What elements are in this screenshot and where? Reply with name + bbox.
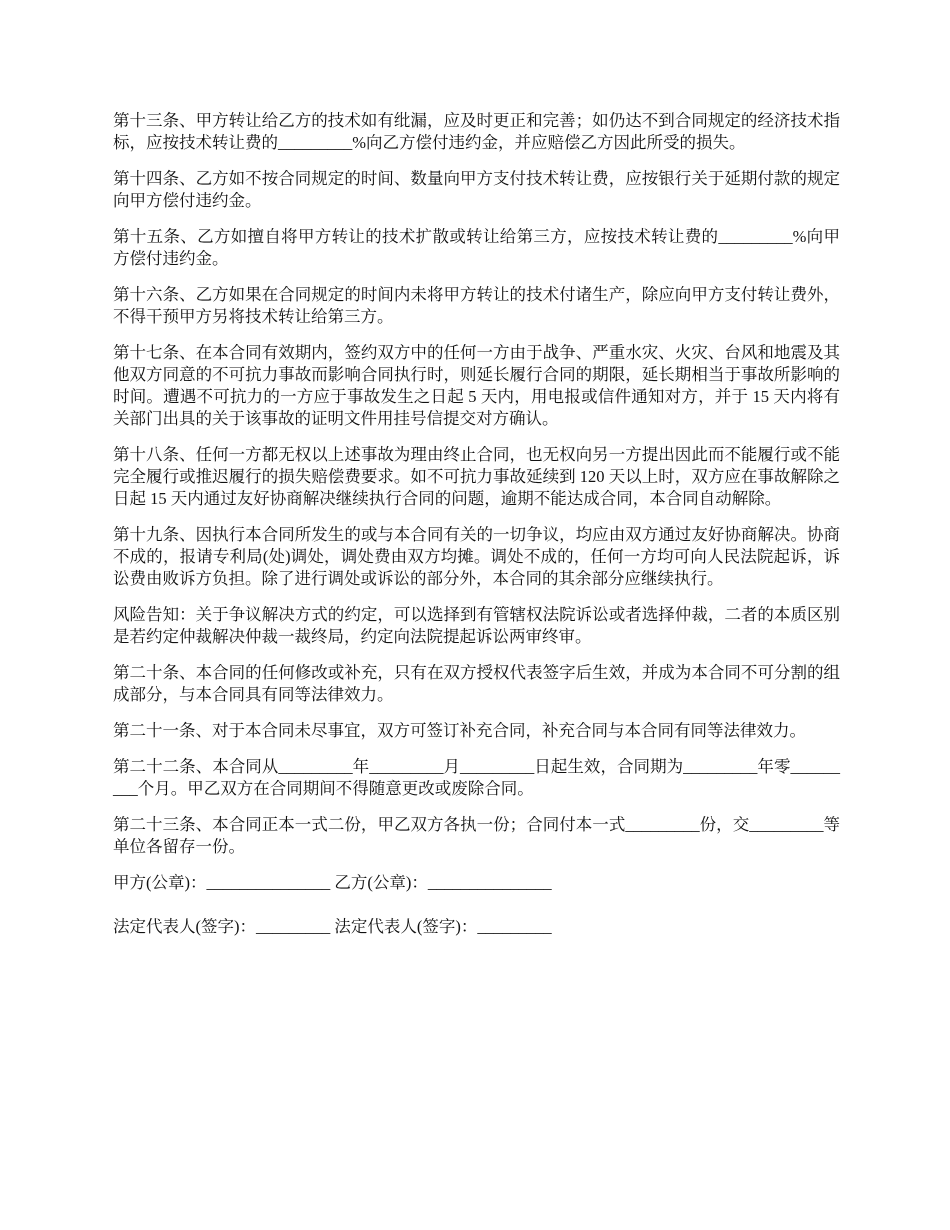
clause-13: 第十三条、甲方转让给乙方的技术如有纰漏，应及时更正和完善；如仍达不到合同规定的经济技术指标，应按技术转让费的_________%向乙方偿付违约金，并应赔偿乙方因此所受的损失。 <box>113 111 840 152</box>
clause-19: 第十九条、因执行本合同所发生的或与本合同有关的一切争议，均应由双方通过友好协商解决。协商不成的，报请专利局(处)调处，调处费由双方均摊。调处不成的，任何一方均可向人民法院起诉，诉讼费由败诉方负担。除了进行调处或诉讼的部分外，本合同的其余部分应继续执行。 <box>113 525 840 588</box>
clause-14: 第十四条、乙方如不按合同规定的时间、数量向甲方支付技术转让费，应按银行关于延期付款的规定向甲方偿付违约金。 <box>113 169 840 210</box>
contract-document <box>113 110 840 960</box>
clause-21: 第二十一条、对于本合同未尽事宜，双方可签订补充合同，补充合同与本合同有同等法律效力。 <box>113 721 806 740</box>
clause-18: 第十八条、任何一方都无权以上述事故为理由终止合同，也无权向另一方提出因此而不能履行或不能完全履行或推迟履行的损失赔偿费要求。如不可抗力事故延续到 120 天以上时，双方应在事故解除之日起 15 天内通过友好协商解决继续执行合同的问题，逾期不能达成合同，本合同自动解除。 <box>113 445 840 508</box>
risk-notice: 风险告知：关于争议解决方式的约定，可以选择到有管辖权法院诉讼或者选择仲裁，二者的本质区别是若约定仲裁解决仲裁一裁终局，约定向法院提起诉讼两审终审。 <box>113 605 840 646</box>
clause-23: 第二十三条、本合同正本一式二份，甲乙双方各执一份；合同付本一式_________份，交_________等单位各留存一份。 <box>113 815 840 856</box>
signature-seal-line: 甲方(公章)：_______________ 乙方(公章)：_______________ <box>113 873 552 892</box>
clause-16: 第十六条、乙方如果在合同规定的时间内未将甲方转让的技术付诸生产，除应向甲方支付转让费外，不得干预甲方另将技术转让给第三方。 <box>113 285 840 326</box>
clause-15: 第十五条、乙方如擅自将甲方转让的技术扩散或转让给第三方，应按技术转让费的_________%向甲方偿付违约金。 <box>113 227 840 268</box>
clause-22: 第二十二条、本合同从_________年_________月_________日起生效，合同期为_________年零_________个月。甲乙双方在合同期间不得随意更改或废除合同。 <box>113 757 840 798</box>
clause-20: 第二十条、本合同的任何修改或补充，只有在双方授权代表签字后生效，并成为本合同不可分割的组成部分，与本合同具有同等法律效力。 <box>113 663 840 704</box>
clause-17: 第十七条、在本合同有效期内，签约双方中的任何一方由于战争、严重水灾、火灾、台风和地震及其他双方同意的不可抗力事故而影响合同执行时，则延长履行合同的期限，延长期相当于事故所影响的时间。遭遇不可抗力的一方应于事故发生之日起 5 天内，用电报或信件通知对方，并于 15 天内将有关部门出具的关于该事故的证明文件用挂号信提交对方确认。 <box>113 343 840 428</box>
signature-representative-line: 法定代表人(签字)：_________ 法定代表人(签字)：_________ <box>113 917 552 936</box>
